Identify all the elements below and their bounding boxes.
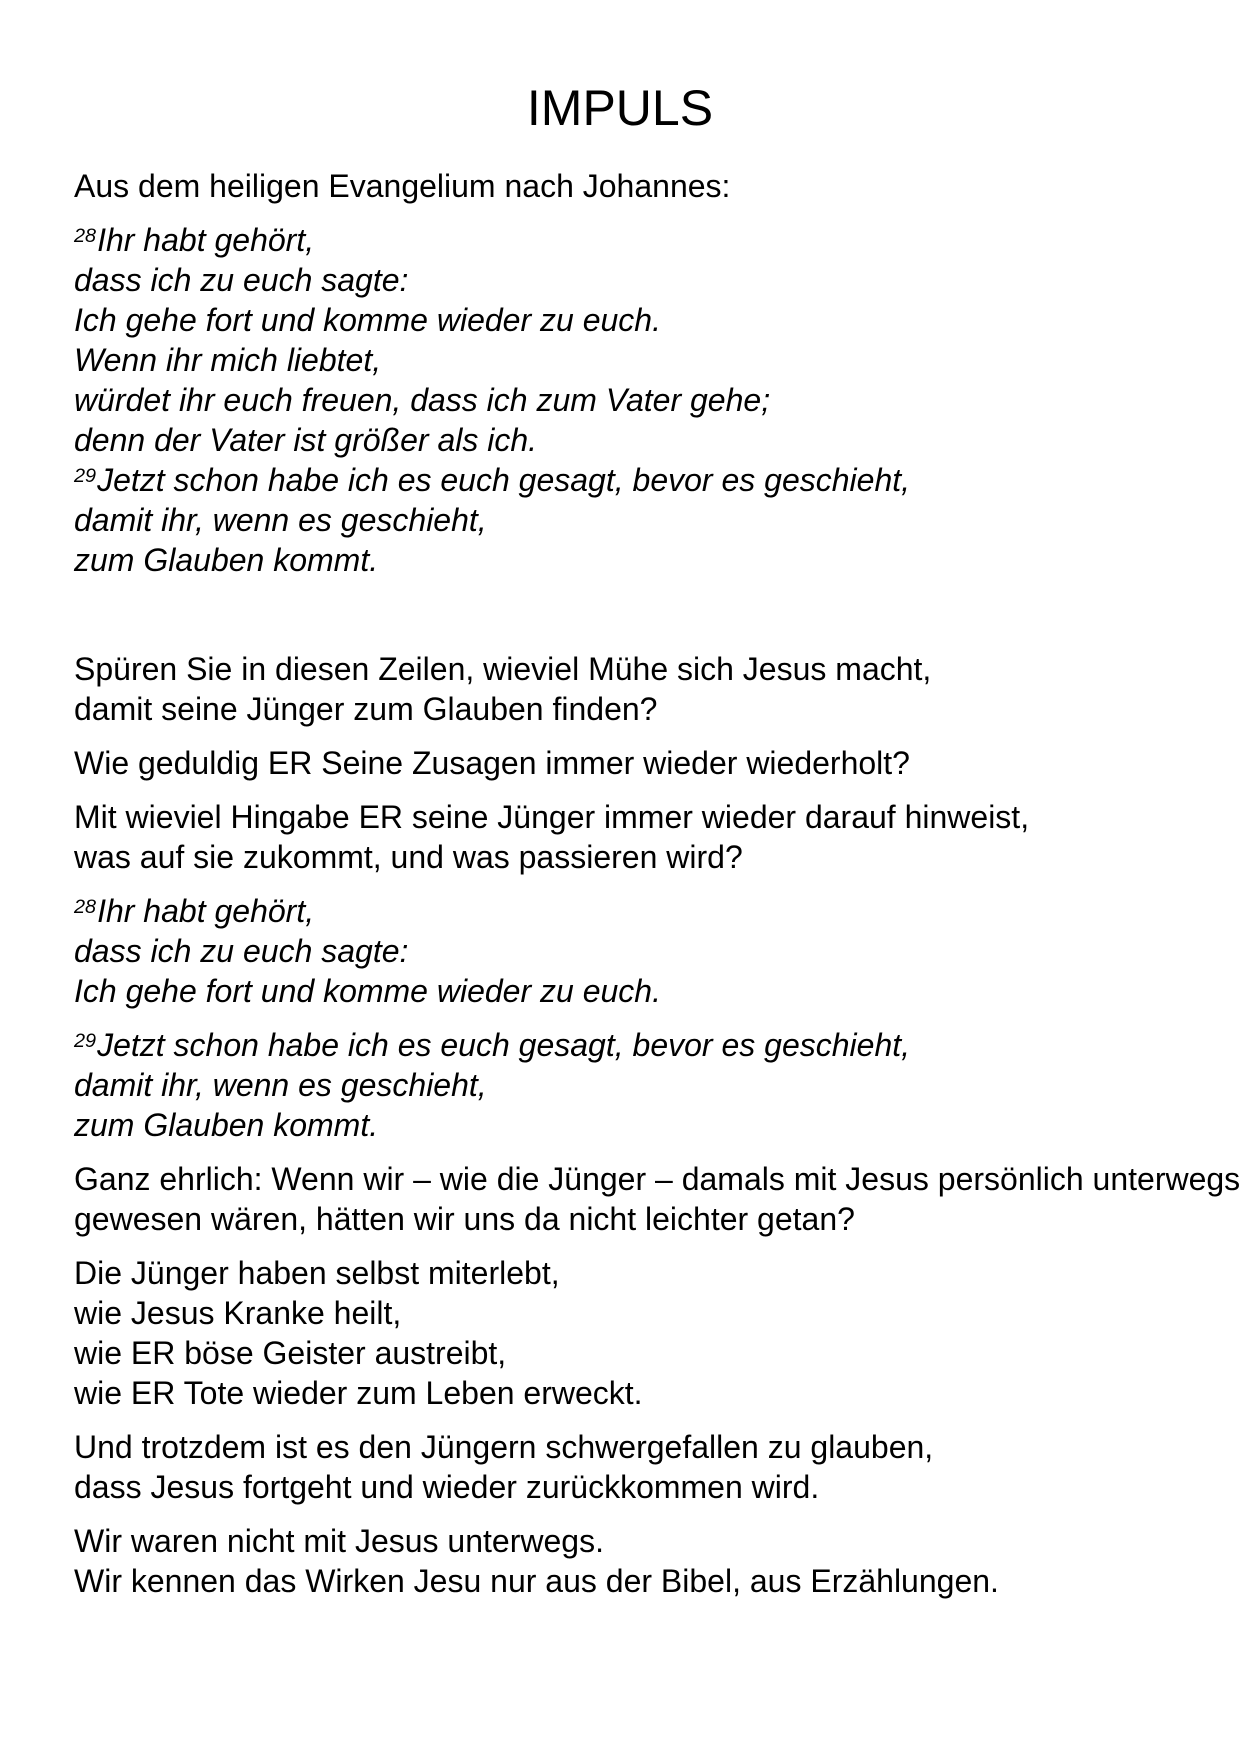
text-line: zum Glauben kommt.	[74, 541, 379, 578]
verse-number: 29	[74, 1029, 97, 1052]
paragraph-spacer	[74, 594, 1166, 649]
text-line: Aus dem heiligen Evangelium nach Johannes:	[74, 167, 731, 204]
page-title: IMPULS	[526, 80, 714, 136]
text-line: Wir waren nicht mit Jesus unterwegs.	[74, 1522, 604, 1559]
scripture-paragraph	[74, 220, 1166, 580]
text-line: was auf sie zukommt, und was passieren wird?	[74, 838, 743, 875]
scripture-paragraph	[74, 1025, 1166, 1145]
paragraph	[74, 1159, 1240, 1239]
text-line: $^{28}$Ihr habt gehört,	[74, 892, 315, 929]
paragraph	[74, 1521, 1166, 1601]
text-line: Wenn ihr mich liebtet,	[74, 341, 382, 378]
paragraph	[74, 1253, 1166, 1413]
text-line: Ich gehe fort und komme wieder zu euch.	[74, 301, 661, 338]
text-line: Wie geduldig ER Seine Zusagen immer wieder wiederholt?	[74, 744, 910, 781]
text-line: dass ich zu euch sagte:	[74, 932, 409, 969]
verse-number: 28	[74, 895, 97, 918]
text-line: wie ER böse Geister austreibt,	[74, 1334, 507, 1371]
text-line: $^{29}$Jetzt schon habe ich es euch gesagt, bevor es geschieht,	[74, 1026, 911, 1063]
text-line: Wir kennen das Wirken Jesu nur aus der Bibel, aus Erzählungen.	[74, 1562, 999, 1599]
text-line: Und trotzdem ist es den Jüngern schwergefallen zu glauben,	[74, 1428, 934, 1465]
text-line: gewesen wären, hätten wir uns da nicht leichter getan?	[74, 1200, 855, 1237]
paragraph	[74, 797, 1166, 877]
text-line: damit ihr, wenn es geschieht,	[74, 1066, 487, 1103]
verse-number: 28	[74, 224, 97, 247]
scripture-paragraph	[74, 891, 1166, 1011]
text-line: Mit wieviel Hingabe ER seine Jünger immer wieder darauf hinweist,	[74, 798, 1030, 835]
text-line: dass Jesus fortgeht und wieder zurückkommen wird.	[74, 1468, 820, 1505]
text-line: Ich gehe fort und komme wieder zu euch.	[74, 972, 661, 1009]
document-body	[74, 166, 1240, 1601]
text-line: würdet ihr euch freuen, dass ich zum Vater gehe;	[74, 381, 771, 418]
text-line: zum Glauben kommt.	[74, 1106, 379, 1143]
paragraph	[74, 166, 1166, 206]
paragraph	[74, 1427, 1166, 1507]
text-line: wie Jesus Kranke heilt,	[74, 1294, 402, 1331]
text-line: Ganz ehrlich: Wenn wir – wie die Jünger – damals mit Jesus persönlich unterwegs	[74, 1160, 1240, 1197]
text-line: damit ihr, wenn es geschieht,	[74, 501, 487, 538]
verse-number: 29	[74, 464, 97, 487]
text-line: wie ER Tote wieder zum Leben erweckt.	[74, 1374, 643, 1411]
text-line: Die Jünger haben selbst miterlebt,	[74, 1254, 560, 1291]
text-line: damit seine Jünger zum Glauben finden?	[74, 690, 658, 727]
paragraph	[74, 743, 1166, 783]
text-line: denn der Vater ist größer als ich.	[74, 421, 538, 458]
text-line: dass ich zu euch sagte:	[74, 261, 409, 298]
paragraph	[74, 649, 1166, 729]
text-line: $^{28}$Ihr habt gehört,	[74, 221, 315, 258]
text-line: Spüren Sie in diesen Zeilen, wieviel Mühe sich Jesus macht,	[74, 650, 932, 687]
text-line: $^{29}$Jetzt schon habe ich es euch gesagt, bevor es geschieht,	[74, 461, 911, 498]
